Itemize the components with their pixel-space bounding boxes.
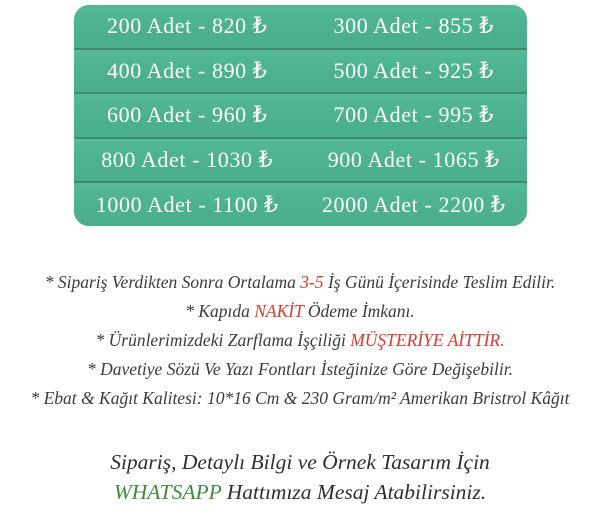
notes-section xyxy=(0,268,600,413)
note-text: * Davetiye Sözü Ve Yazı Fontları İsteğinize Göre Değişebilir. xyxy=(87,359,513,379)
note-text: İş Günü İçerisinde Teslim Edilir. xyxy=(323,272,556,292)
note-delivery xyxy=(0,268,600,297)
price-cell: 800 Adet - 1030 ₺ xyxy=(101,147,274,173)
note-text: * Ürünlerimizdeki Zarflama İşçiliği xyxy=(95,330,351,350)
note-paper-size xyxy=(0,384,600,413)
price-table-row xyxy=(74,137,527,182)
note-payment xyxy=(0,297,600,326)
contact-line1: Sipariş, Detaylı Bilgi ve Örnek Tasarım İçin xyxy=(110,450,490,474)
price-table-row xyxy=(74,48,527,93)
price-table xyxy=(74,5,527,226)
note-text: * Ebat & Kağıt Kalitesi: 10*16 Cm & 230 Gram/m² Amerikan Bristrol Kâğıt xyxy=(30,388,570,408)
price-cell: 2000 Adet - 2200 ₺ xyxy=(321,191,506,217)
note-envelope xyxy=(0,326,600,355)
note-highlight-cash: NAKİT xyxy=(254,301,304,321)
note-text: Ödeme İmkanı. xyxy=(303,301,415,321)
price-table-row xyxy=(74,181,527,226)
contact-line2 xyxy=(0,477,600,507)
contact-section xyxy=(0,447,600,507)
note-text: * Kapıda xyxy=(185,301,255,321)
whatsapp-label: WHATSAPP xyxy=(113,480,222,504)
price-table-row xyxy=(74,92,527,137)
price-cell: 600 Adet - 960 ₺ xyxy=(107,102,268,128)
price-cell: 300 Adet - 855 ₺ xyxy=(333,13,494,39)
price-table-row xyxy=(74,5,527,48)
price-cell: 500 Adet - 925 ₺ xyxy=(333,57,494,83)
note-fonts xyxy=(0,355,600,384)
price-cell: 700 Adet - 995 ₺ xyxy=(333,102,494,128)
price-cell: 400 Adet - 890 ₺ xyxy=(107,57,268,83)
contact-line2-text: Hattımıza Mesaj Atabilirsiniz. xyxy=(221,480,487,504)
price-cell: 1000 Adet - 1100 ₺ xyxy=(95,191,279,217)
note-highlight-delivery-days: 3-5 xyxy=(300,272,324,292)
note-highlight-customer: MÜŞTERİYE AİTTİR. xyxy=(350,330,505,350)
note-text: * Sipariş Verdikten Sonra Ortalama xyxy=(44,272,301,292)
price-cell: 200 Adet - 820 ₺ xyxy=(107,13,268,39)
price-cell: 900 Adet - 1065 ₺ xyxy=(327,147,500,173)
